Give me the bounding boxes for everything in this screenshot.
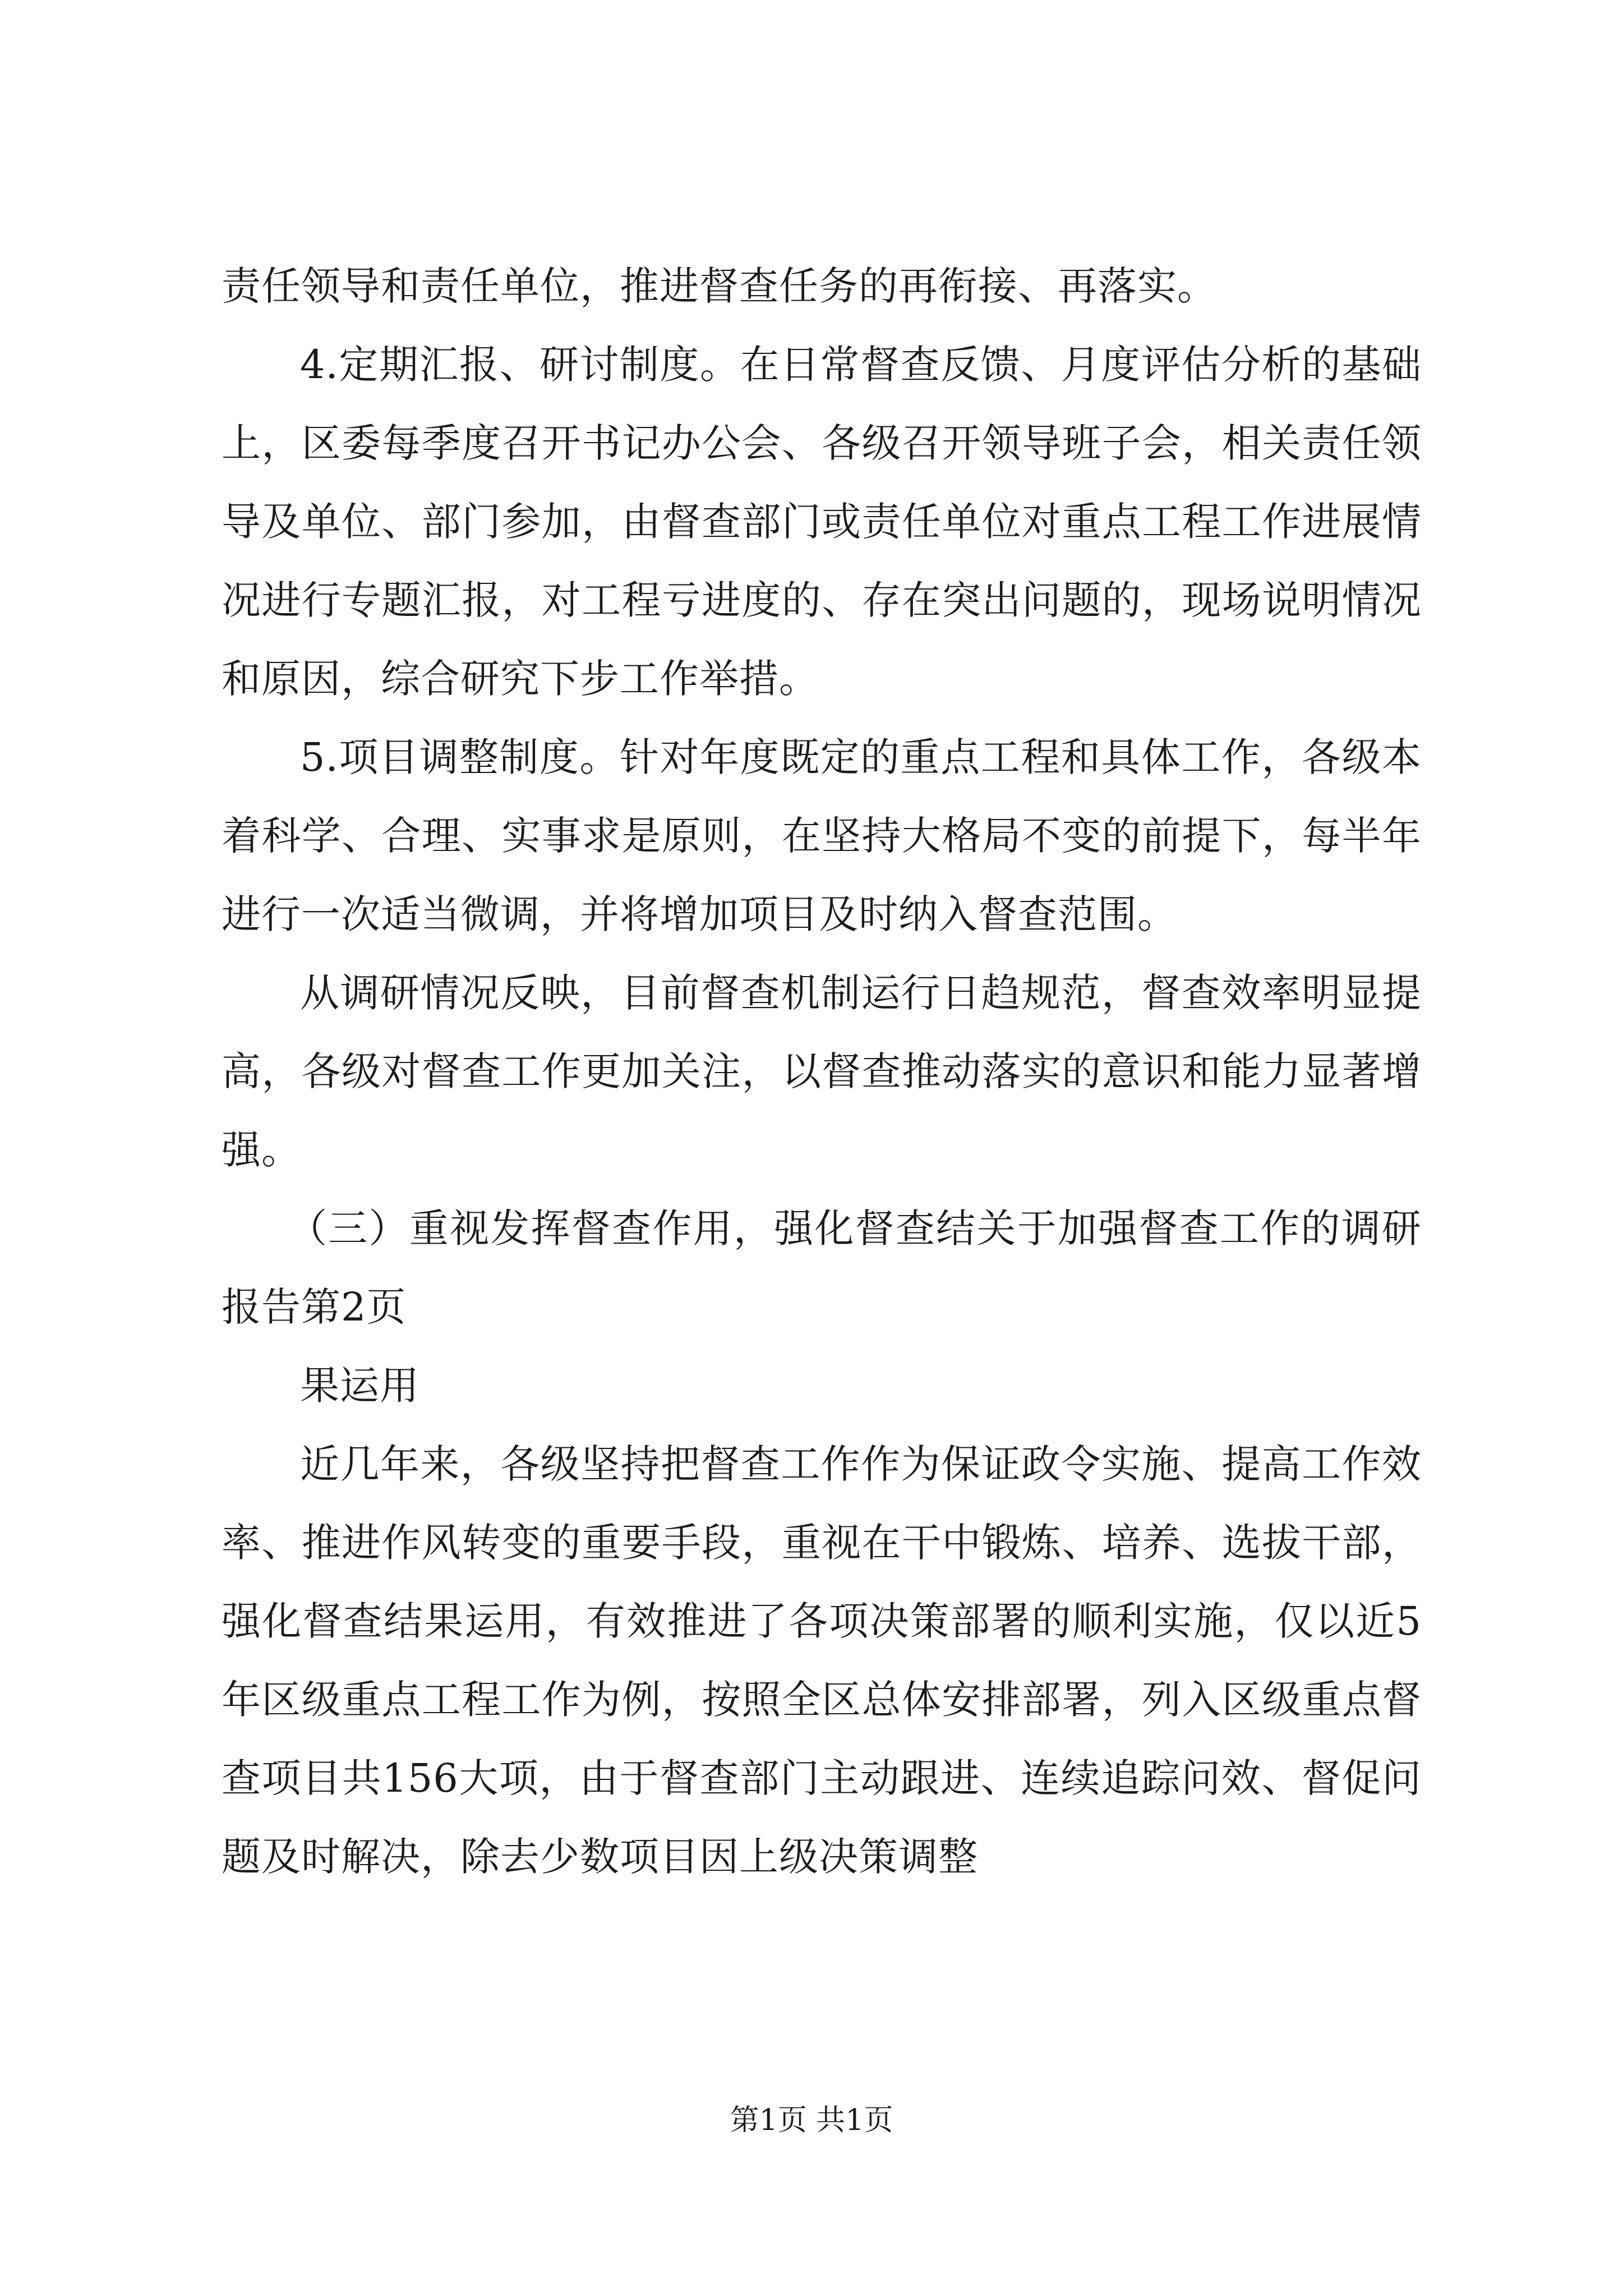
document-body — [222, 247, 1422, 1896]
page-footer: 第1页 共1页 — [730, 2104, 893, 2137]
paragraph-summary: 从调研情况反映，目前督查机制运行日趋规范，督查效率明显提高，各级对督查工作更加关注，以督查推动落实的意识和能力显著增强。 — [222, 970, 1422, 1173]
section-heading-3-continuation: 果运用 — [300, 1363, 419, 1409]
paragraph-item-4: 4.定期汇报、研讨制度。在日常督查反馈、月度评估分析的基础上，区委每季度召开书记办公会、各级召开领导班子会，相关责任领导及单位、部门参加，由督查部门或责任单位对重点工程工作进展情况进行专题汇报，对工程亏进度的、存在突出问题的，现场说明情况和原因，综合研究下步工作举措。 — [222, 342, 1422, 702]
paragraph-continuation: 责任领导和责任单位，推进督查任务的再衔接、再落实。 — [222, 263, 1217, 309]
paragraph-body: 近几年来，各级坚持把督查工作作为保证政令实施、提高工作效率、推进作风转变的重要手段，重视在干中锻炼、培养、选拔干部，强化督查结果运用，有效推进了各项决策部署的顺利实施，仅以近5年区级重点工程工作为例，按照全区总体安排部署，列入区级重点督查项目共156大项，由于督查部门主动跟进、连续追踪问效、督促问题及时解决，除去少数项目因上级决策调整 — [222, 1441, 1422, 1880]
paragraph-item-5: 5.项目调整制度。针对年度既定的重点工程和具体工作，各级本着科学、合理、实事求是原则，在坚持大格局不变的前提下，每半年进行一次适当微调，并将增加项目及时纳入督查范围。 — [222, 734, 1422, 937]
section-heading-3: （三）重视发挥督查作用，强化督查结关于加强督查工作的调研报告第2页 — [222, 1205, 1422, 1330]
